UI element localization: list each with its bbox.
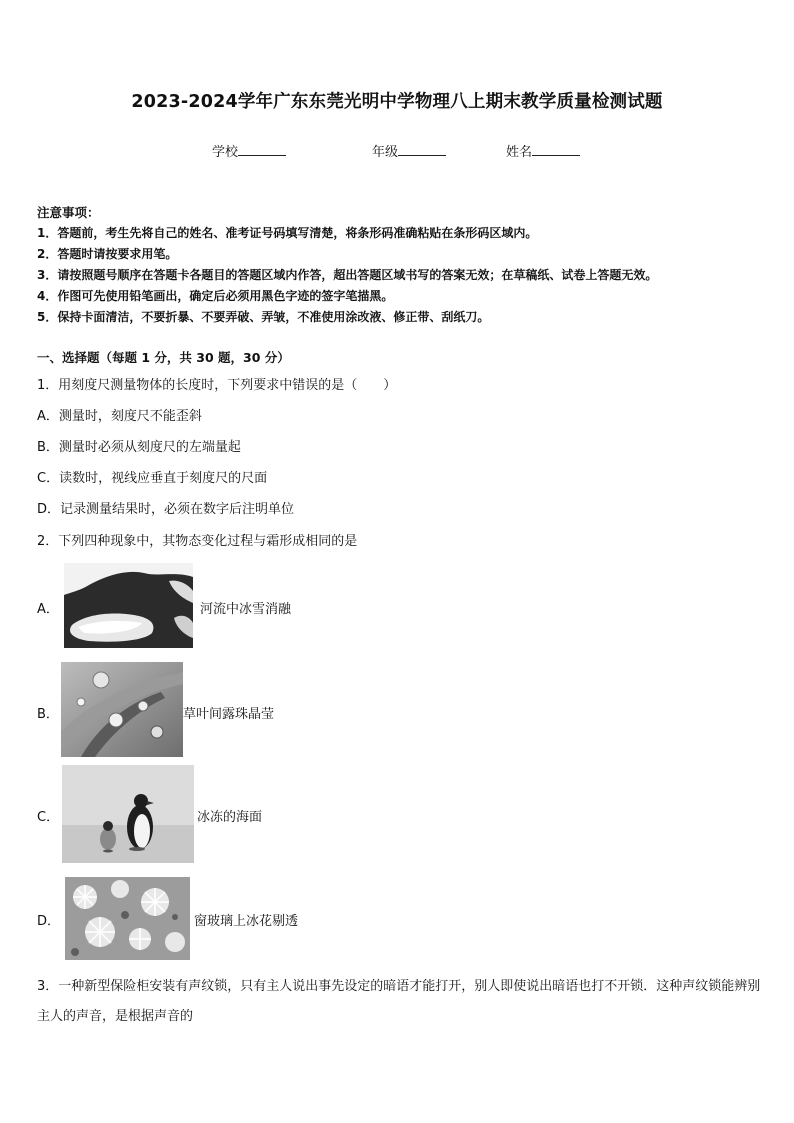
page-title: 2023-2024学年广东东莞光明中学物理八上期末教学质量检测试题 [131, 92, 663, 112]
note-item: 3．请按照题号顺序在答题卡各题目的答题区域内作答，超出答题区域书写的答案无效；在草稿纸、试卷上答题无效。 [37, 268, 658, 282]
question-1-option-d: D．记录测量结果时，必须在数字后注明单位 [37, 502, 295, 517]
grade-label: 年级 [372, 145, 399, 160]
question-2-option-b-text: 草叶间露珠晶莹 [183, 707, 275, 722]
question-2-option-d-letter: D． [37, 914, 61, 929]
name-blank [532, 143, 580, 156]
note-item: 2．答题时请按要求用笔。 [37, 247, 178, 261]
question-1-option-c: C．读数时，视线应垂直于刻度尺的尺面 [37, 471, 268, 486]
notes-heading: 注意事项： [37, 205, 100, 220]
school-label: 学校 [212, 145, 239, 160]
school-blank [238, 143, 286, 156]
note-item: 5．保持卡面清洁，不要折暴、不要弄破、弄皱，不准使用涂改液、修正带、刮纸刀。 [37, 310, 490, 324]
question-3-stem: 3．一种新型保险柜安装有声纹锁，只有主人说出事先设定的暗语才能打开，别人即使说出暗语也打不开锁．这种声纹锁能辨别主人的声音，是根据声音的 [37, 979, 761, 1024]
question-1-option-b: B．测量时必须从刻度尺的左端量起 [37, 440, 241, 455]
question-2-option-c-text: 冰冻的海面 [197, 810, 263, 825]
question-2-stem: 2．下列四种现象中，其物态变化过程与霜形成相同的是 [37, 534, 358, 549]
question-1-stem: 1．用刻度尺测量物体的长度时，下列要求中错误的是（ ） [37, 378, 397, 393]
section-heading: 一、选择题（每题 1 分，共 30 题，30 分） [37, 350, 290, 365]
name-field [506, 141, 580, 160]
melting-ice-photo [64, 563, 193, 648]
note-item: 4．作图可先使用铅笔画出，确定后必须用黑色字迹的签字笔描黑。 [37, 289, 394, 303]
question-1-option-a: A．测量时，刻度尺不能歪斜 [37, 409, 202, 424]
grade-blank [398, 143, 446, 156]
name-label: 姓名 [506, 145, 533, 160]
school-field [212, 141, 286, 160]
question-2-option-c-letter: C． [37, 810, 60, 825]
question-2-option-d-text: 窗玻璃上冰花剔透 [194, 914, 299, 929]
grade-field [372, 141, 446, 160]
frost-flowers-photo [65, 877, 190, 960]
question-2-option-a-text: 河流中冰雪消融 [200, 602, 292, 617]
dew-drops-photo [61, 662, 183, 757]
question-2-option-b-letter: B． [37, 707, 59, 722]
penguins-photo [62, 765, 194, 863]
note-item: 1．答题前，考生先将自己的姓名、准考证号码填写清楚，将条形码准确粘贴在条形码区域内。 [37, 226, 538, 240]
question-2-option-a-letter: A． [37, 602, 59, 617]
